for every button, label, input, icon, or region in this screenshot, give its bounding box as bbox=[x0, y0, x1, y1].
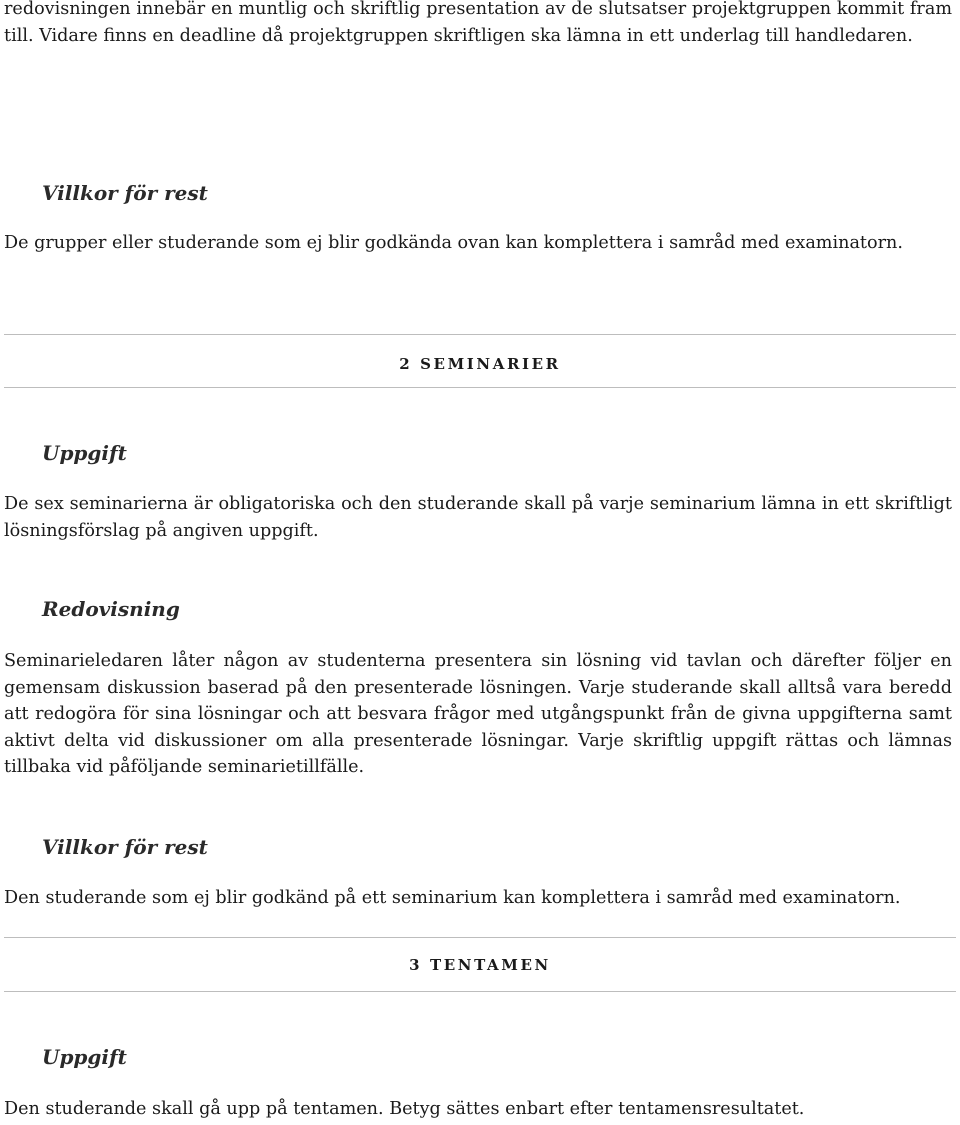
project-rest-text: De grupper eller studerande som ej blir godkända ovan kan komplettera i samråd med examinatorn. bbox=[4, 233, 903, 253]
section-2-report-text: Seminarieledaren låter någon av studenterna presentera sin lösning vid tavlan och därefter följer en gemensam diskussion baserad på den presenterade lösningen. Varje studerande skall alltså vara beredd att redogöra för sina lösningar och att besvara frågor med utgångspunkt från de givna uppgifterna samt aktivt delta vid diskussioner om alla presenterade lösningar. Varje skriftlig uppgift rättas och lämnas tillbaka vid påföljande seminarietillfälle. bbox=[4, 651, 952, 778]
section-2-title: 2 SEMINARIER bbox=[399, 355, 561, 373]
section-2-rest-heading: Villkor för rest bbox=[42, 835, 208, 859]
section-2-task-text: De sex seminarierna är obligatoriska och den studerande skall på varje seminarium lämna in ett skriftligt lösningsförslag på angiven uppgift. bbox=[4, 494, 952, 541]
intro-paragraph: redovisningen innebär en muntlig och skriftlig presentation av de slutsatser projektgruppen kommit fram till. Vidare finns en deadline då projektgruppen skriftligen ska lämna in ett underlag till handledaren. bbox=[4, 0, 952, 46]
section-2-rest-text: Den studerande som ej blir godkänd på ett seminarium kan komplettera i samråd med examinatorn. bbox=[4, 888, 901, 908]
section-3-title: 3 TENTAMEN bbox=[409, 956, 551, 974]
section-divider-bottom bbox=[4, 991, 956, 992]
section-divider-bottom bbox=[4, 387, 956, 388]
section-3-task-heading: Uppgift bbox=[42, 1045, 127, 1069]
section-3-task-text: Den studerande skall gå upp på tentamen. Betyg sättes enbart efter tentamensresultatet. bbox=[4, 1099, 805, 1119]
project-rest-heading: Villkor för rest bbox=[42, 181, 208, 205]
section-2-task-heading: Uppgift bbox=[42, 441, 127, 465]
section-divider-top bbox=[4, 334, 956, 335]
section-2-report-heading: Redovisning bbox=[42, 597, 180, 621]
section-divider-top bbox=[4, 937, 956, 938]
